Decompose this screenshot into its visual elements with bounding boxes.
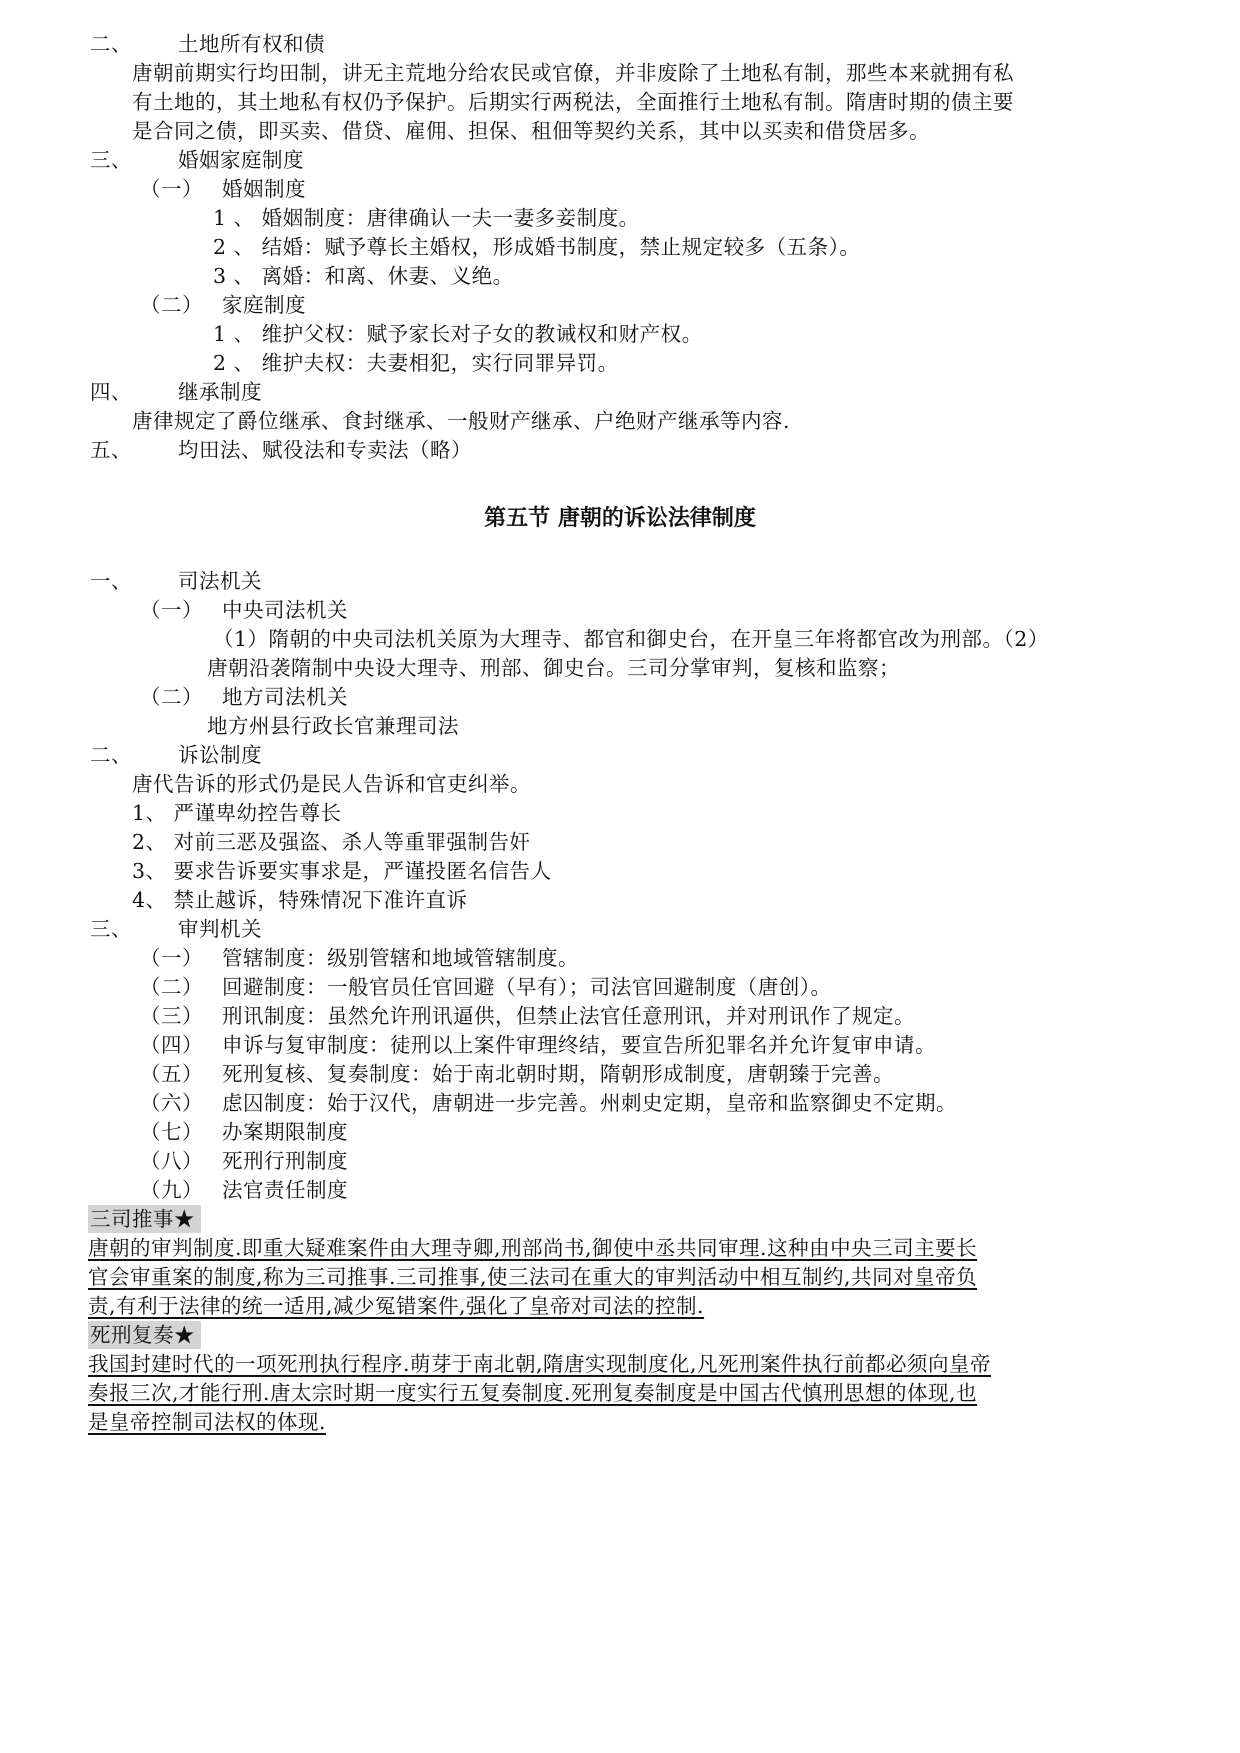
item-label: （三）	[140, 1004, 203, 1028]
heading-number: 三、	[90, 917, 132, 941]
heading-inheritance	[90, 378, 262, 406]
heading-number: 四、	[90, 380, 132, 404]
list-item	[140, 973, 832, 1001]
subheading-family	[140, 291, 306, 319]
list-item: 2 、 结婚：赋予尊长主婚权，形成婚书制度，禁止规定较多（五条）。	[213, 235, 861, 259]
list-item: 4、 禁止越诉，特殊情况下准许直诉	[132, 888, 468, 912]
heading-number: 一、	[90, 569, 132, 593]
heading-number: 三、	[90, 148, 132, 172]
heading-text: 婚姻家庭制度	[178, 148, 304, 172]
item-text: 回避制度：一般官员任官回避（早有）；司法官回避制度（唐创）。	[222, 975, 832, 999]
item-text: 法官责任制度	[222, 1178, 348, 1202]
heading-land-ownership	[90, 30, 325, 58]
subheading-marriage	[140, 175, 306, 203]
subheading-label: （二）	[140, 685, 203, 709]
paragraph-line: 唐朝前期实行均田制，讲无主荒地分给农民或官僚，并非废除了土地私有制，那些本来就拥有私	[132, 61, 1014, 85]
item-label: （八）	[140, 1149, 203, 1173]
item-text: 虑囚制度：始于汉代，唐朝进一步完善。州刺史定期，皇帝和监察御史不定期。	[222, 1091, 957, 1115]
subheading-local-judicial	[140, 683, 348, 711]
item-text: 死刑复核、复奏制度：始于南北朝时期，隋朝形成制度，唐朝臻于完善。	[222, 1062, 894, 1086]
item-label: （九）	[140, 1178, 203, 1202]
list-item: 3 、 离婚：和离、休妻、义绝。	[213, 264, 514, 288]
item-text: 刑讯制度：虽然允许刑讯逼供，但禁止法官任意刑讯，并对刑讯作了规定。	[222, 1004, 915, 1028]
item-label: （五）	[140, 1062, 203, 1086]
list-item	[140, 1176, 348, 1204]
list-item	[140, 1002, 915, 1030]
heading-number: 二、	[90, 743, 132, 767]
item-text: 办案期限制度	[222, 1120, 348, 1144]
item-label: （四）	[140, 1033, 203, 1057]
heading-text: 均田法、赋役法和专卖法（略）	[178, 438, 472, 462]
list-item	[140, 1031, 936, 1059]
item-label: （二）	[140, 975, 203, 999]
heading-land-tax-monopoly	[90, 436, 472, 464]
heading-trial-organs	[90, 915, 262, 943]
subheading-text: 中央司法机关	[222, 598, 348, 622]
section-title: 第五节 唐朝的诉讼法律制度	[484, 506, 756, 531]
list-item: 1 、 维护父权：赋予家长对子女的教诫权和财产权。	[213, 322, 703, 346]
item-text: 申诉与复审制度：徒刑以上案件审理终结，要宣告所犯罪名并允许复审申请。	[222, 1033, 936, 1057]
subheading-text: 婚姻制度	[222, 177, 306, 201]
term-three-courts-tag	[88, 1205, 201, 1233]
heading-marriage-family	[90, 146, 304, 174]
list-item	[140, 1147, 348, 1175]
item-label: （六）	[140, 1091, 203, 1115]
definition-line: 责,有利于法律的统一适用,减少冤错案件,强化了皇帝对司法的控制.	[88, 1294, 705, 1318]
heading-text: 审判机关	[178, 917, 262, 941]
definition-line: 我国封建时代的一项死刑执行程序.萌芽于南北朝,隋唐实现制度化,凡死刑案件执行前都必须向皇帝	[88, 1352, 992, 1376]
subheading-label: （一）	[140, 177, 203, 201]
paragraph-line: 地方州县行政长官兼理司法	[207, 714, 459, 738]
subheading-text: 家庭制度	[222, 293, 306, 317]
paragraph-line: 有土地的，其土地私有权仍予保护。后期实行两税法，全面推行土地私有制。隋唐时期的债主要	[132, 90, 1014, 114]
list-item	[140, 1060, 894, 1088]
list-item: 1 、 婚姻制度：唐律确认一夫一妻多妾制度。	[213, 206, 640, 230]
heading-litigation-system	[90, 741, 262, 769]
paragraph-line: 是合同之债，即买卖、借贷、雇佣、担保、租佃等契约关系，其中以买卖和借贷居多。	[132, 119, 930, 143]
paragraph-line: 唐律规定了爵位继承、食封继承、一般财产继承、户绝财产继承等内容.	[132, 409, 791, 433]
list-item: 1、 严谨卑幼控告尊长	[132, 801, 342, 825]
list-item	[140, 1089, 957, 1117]
list-item	[140, 944, 579, 972]
definition-line: 唐朝的审判制度.即重大疑难案件由大理寺卿,刑部尚书,御使中丞共同审理.这种由中央三司主要长	[88, 1236, 978, 1260]
item-text: 死刑行刑制度	[222, 1149, 348, 1173]
item-text: 管辖制度：级别管辖和地域管辖制度。	[222, 946, 579, 970]
subheading-central-judicial	[140, 596, 348, 624]
paragraph-line: 唐朝沿袭隋制中央设大理寺、刑部、御史台。三司分掌审判，复核和监察；	[207, 656, 900, 680]
paragraph-line: 唐代告诉的形式仍是民人告诉和官吏纠举。	[132, 772, 531, 796]
list-item	[140, 1118, 348, 1146]
heading-number: 五、	[90, 438, 132, 462]
heading-text: 土地所有权和债	[178, 32, 325, 56]
heading-judicial-organs	[90, 567, 262, 595]
heading-text: 诉讼制度	[178, 743, 262, 767]
heading-text: 继承制度	[178, 380, 262, 404]
definition-line: 是皇帝控制司法权的体现.	[88, 1410, 327, 1434]
subheading-label: （二）	[140, 293, 203, 317]
definition-line: 奏报三次,才能行刑.唐太宗时期一度实行五复奏制度.死刑复奏制度是中国古代慎刑思想的体现,也	[88, 1381, 978, 1405]
definition-line: 官会审重案的制度,称为三司推事.三司推事,使三法司在重大的审判活动中相互制约,共同对皇帝负	[88, 1265, 978, 1289]
term-death-penalty-review-tag	[88, 1321, 201, 1349]
term-name: 三司推事★	[88, 1205, 201, 1233]
heading-number: 二、	[90, 32, 132, 56]
item-label: （七）	[140, 1120, 203, 1144]
list-item: 3、 要求告诉要实事求是，严谨投匿名信告人	[132, 859, 552, 883]
subheading-label: （一）	[140, 598, 203, 622]
heading-text: 司法机关	[178, 569, 262, 593]
subheading-text: 地方司法机关	[222, 685, 348, 709]
list-item: 2、 对前三恶及强盗、杀人等重罪强制告奸	[132, 830, 531, 854]
term-name: 死刑复奏★	[88, 1321, 201, 1349]
item-label: （一）	[140, 946, 203, 970]
list-item: 2 、 维护夫权：夫妻相犯，实行同罪异罚。	[213, 351, 619, 375]
paragraph-line: （1）隋朝的中央司法机关原为大理寺、都官和御史台，在开皇三年将都官改为刑部。（2）	[213, 627, 1049, 651]
